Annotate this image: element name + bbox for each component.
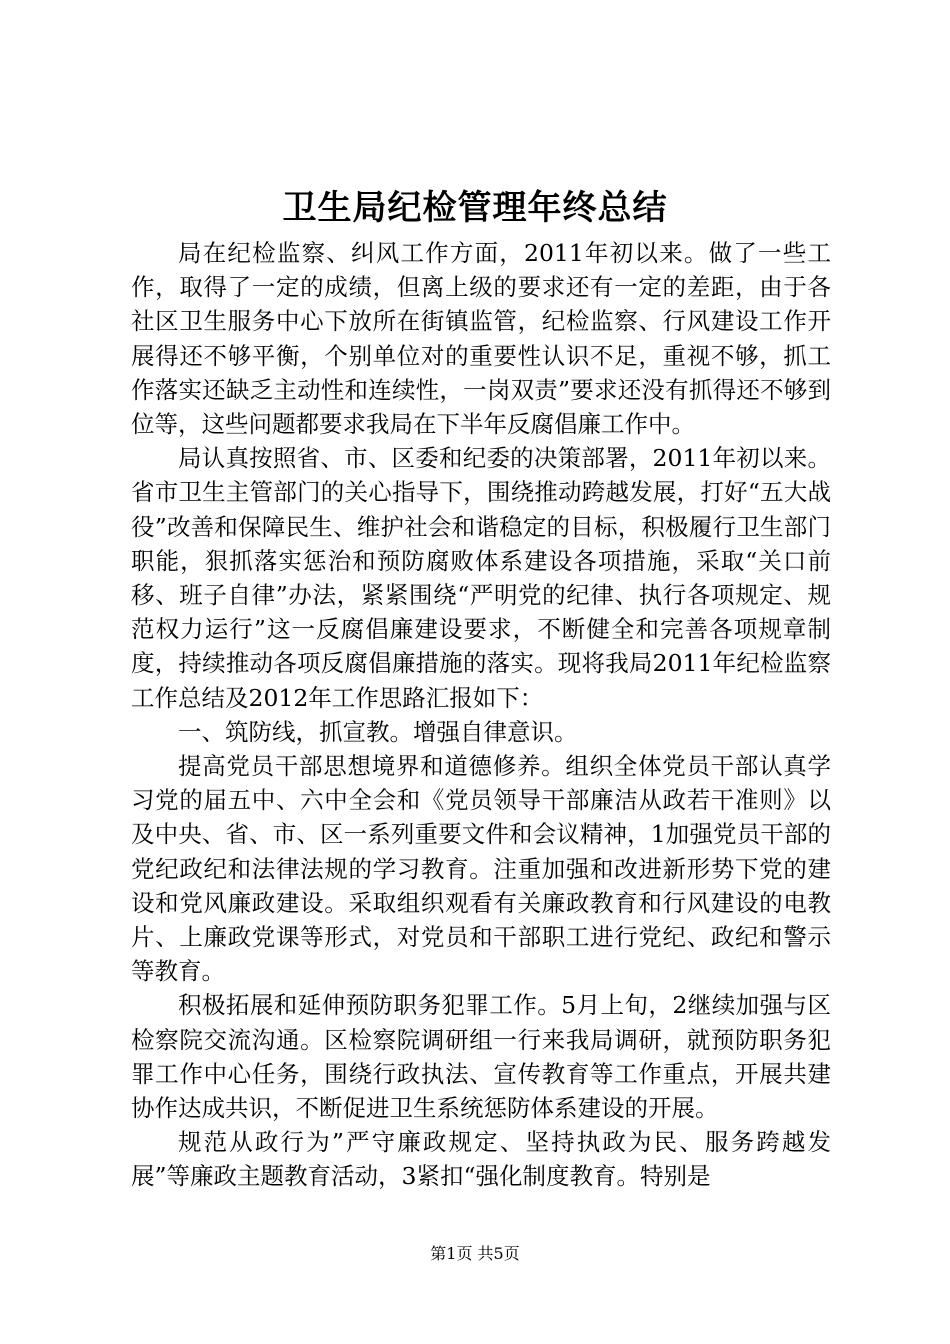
document-body (131, 236, 831, 1194)
section-heading-1: 一、筑防线，抓宣教。增强自律意识。 (178, 717, 578, 746)
paragraph-1: 局在纪检监察、纠风工作方面，2011年初以来。做了一些工作，取得了一定的成绩，但离上级的要求还有一定的差距，由于各社区卫生服务中心下放所在街镇监管，纪检监察、行风建设工作开展得还不够平衡，个别单位对的重要性认识不足，重视不够，抓工作落实还缺乏主动性和连续性，一岗双责”要求还没有抓得还不够到位等，这些问题都要求我局在下半年反腐倡廉工作中。 (131, 239, 831, 439)
paragraph-5: 规范从政行为”严守廉政规定、坚持执政为民、服务跨越发展”等廉政主题教育活动，3紧扣“强化制度教育。特别是 (131, 1128, 831, 1191)
paragraph-3: 提高党员干部思想境界和道德修养。组织全体党员干部认真学习党的届五中、六中全会和《党员领导干部廉洁从政若干准则》以及中央、省、市、区一系列重要文件和会议精神，1加强党员干部的党纪政纪和法律法规的学习教育。注重加强和改进新形势下党的建设和党风廉政建设。采取组织观看有关廉政教育和行风建设的电教片、上廉政党课等形式，对党员和干部职工进行党纪、政纪和警示等教育。 (131, 752, 831, 986)
paragraph-2: 局认真按照省、市、区委和纪委的决策部署，2011年初以来。省市卫生主管部门的关心指导下，围绕推动跨越发展，打好“五大战役”改善和保障民生、维护社会和谐稳定的目标，积极履行卫生部门职能，狠抓落实惩治和预防腐败体系建设各项措施，采取“关口前移、班子自律”办法，紧紧围绕“严明党的纪律、执行各项规定、规范权力运行”这一反腐倡廉建设要求，不断健全和完善各项规章制度，持续推动各项反腐倡廉措施的落实。现将我局2011年纪检监察工作总结及2012年工作思路汇报如下： (131, 444, 831, 712)
paragraph-4: 积极拓展和延伸预防职务犯罪工作。5月上旬，2继续加强与区检察院交流沟通。区检察院调研组一行来我局调研，就预防职务犯罪工作中心任务，围绕行政执法、宣传教育等工作重点，开展共建协作达成共识，不断促进卫生系统惩防体系建设的开展。 (131, 991, 831, 1123)
page-number-footer: 第1页 共5页 (430, 1244, 520, 1263)
document-title: 卫生局纪检管理年终总结 (282, 188, 668, 228)
